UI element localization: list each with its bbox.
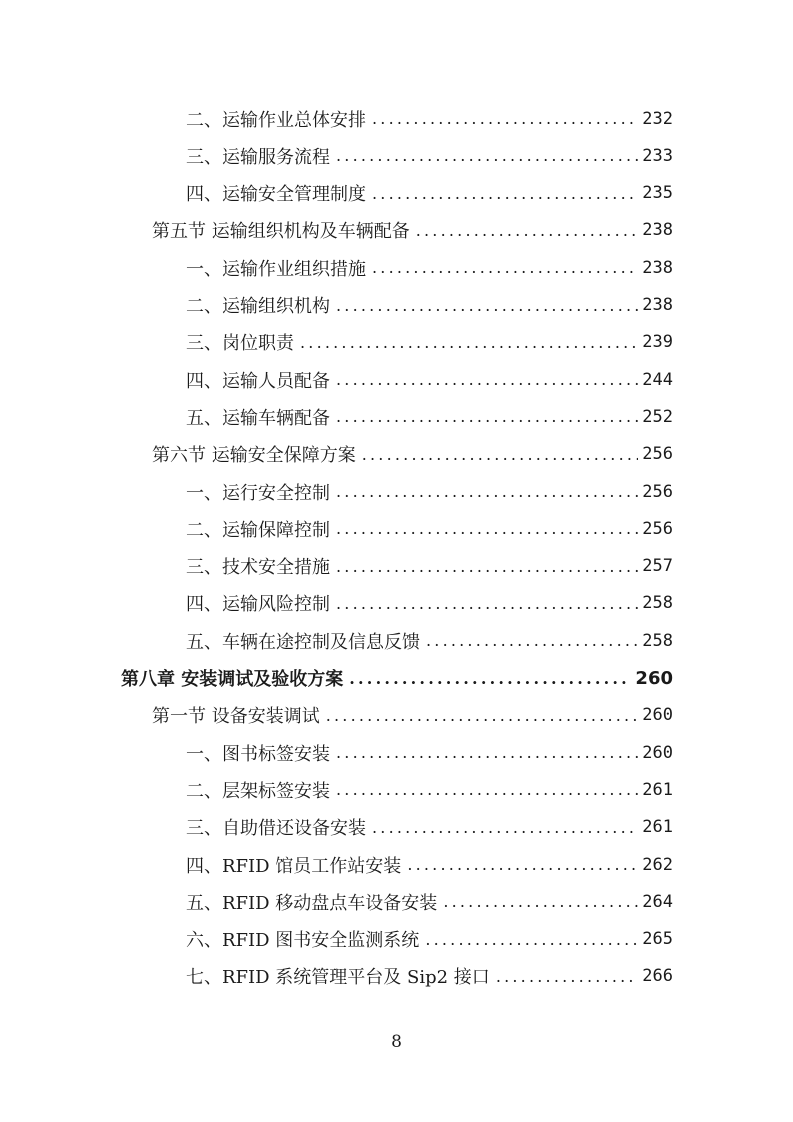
toc-entry-page: 252 <box>642 406 673 427</box>
toc-entry-page: 258 <box>642 630 673 651</box>
toc-dot-leader <box>336 296 638 315</box>
toc-dot-leader <box>416 221 639 240</box>
toc-dot-leader <box>300 333 638 352</box>
toc-entry-page: 260 <box>635 667 673 689</box>
toc-entry-item[interactable] <box>186 137 673 174</box>
toc-entry-item[interactable] <box>186 361 673 398</box>
toc-entry-page: 260 <box>642 705 673 726</box>
toc-entry-page: 262 <box>642 854 673 875</box>
toc-dot-leader <box>336 743 638 762</box>
toc-entry-page: 239 <box>642 332 673 353</box>
toc-entry-item[interactable] <box>186 249 673 286</box>
toc-dot-leader <box>336 594 638 613</box>
toc-entry-item[interactable] <box>186 548 673 585</box>
toc-entry-title: 一、图书标签安装 <box>186 743 330 765</box>
toc-entry-page: 256 <box>642 444 673 465</box>
toc-entry-section[interactable] <box>152 436 673 473</box>
toc-entry-section[interactable] <box>152 212 673 249</box>
toc-dot-leader <box>496 967 638 986</box>
toc-entry-item[interactable] <box>186 622 673 659</box>
toc-entry-section[interactable] <box>152 697 673 734</box>
toc-dot-leader <box>336 482 638 501</box>
toc-entry-title: 第一节 设备安装调试 <box>152 706 320 728</box>
toc-entry-item[interactable] <box>186 175 673 212</box>
toc-entry-title: 一、运输作业组织措施 <box>186 258 366 280</box>
toc-entry-page: 257 <box>642 556 673 577</box>
toc-entry-title: 六、RFID 图书安全监测系统 <box>186 930 420 952</box>
toc-entry-title: 二、运输作业总体安排 <box>186 109 366 131</box>
toc-dot-leader <box>336 557 638 576</box>
toc-entry-item[interactable] <box>186 398 673 435</box>
toc-entry-title: 三、自助借还设备安装 <box>186 818 366 840</box>
toc-entry-item[interactable] <box>186 585 673 622</box>
toc-entry-title: 四、运输风险控制 <box>186 594 330 616</box>
toc-entry-title: 三、技术安全措施 <box>186 557 330 579</box>
toc-entry-page: 261 <box>642 817 673 838</box>
toc-entry-title: 二、运输保障控制 <box>186 519 330 541</box>
toc-entry-page: 232 <box>642 108 673 129</box>
toc-entry-item[interactable] <box>186 324 673 361</box>
toc-dot-leader <box>336 519 638 538</box>
toc-entry-item[interactable] <box>186 771 673 808</box>
toc-entry-title: 四、RFID 馆员工作站安装 <box>186 855 402 877</box>
toc-entry-item[interactable] <box>186 846 673 883</box>
toc-entry-page: 264 <box>642 891 673 912</box>
toc-entry-title: 二、层架标签安装 <box>186 780 330 802</box>
toc-dot-leader <box>362 445 639 464</box>
toc-entry-title: 四、运输人员配备 <box>186 370 330 392</box>
page-number: 8 <box>391 1032 402 1052</box>
toc-entry-page: 244 <box>642 369 673 390</box>
toc-entry-item[interactable] <box>186 510 673 547</box>
toc-dot-leader <box>336 780 638 799</box>
toc-entry-title: 七、RFID 系统管理平台及 Sip2 接口 <box>186 967 490 989</box>
toc-entry-title: 五、RFID 移动盘点车设备安装 <box>186 892 438 914</box>
toc-entry-page: 261 <box>642 779 673 800</box>
toc-dot-leader <box>372 109 638 128</box>
toc-entry-title: 五、车辆在途控制及信息反馈 <box>186 631 420 653</box>
toc-entry-item[interactable] <box>186 883 673 920</box>
toc-dot-leader <box>326 706 639 725</box>
toc-dot-leader <box>407 855 638 874</box>
toc-entry-title: 三、岗位职责 <box>186 333 294 355</box>
toc-dot-leader <box>425 930 638 949</box>
toc-entry-item[interactable] <box>186 473 673 510</box>
toc-entry-page: 265 <box>642 929 673 950</box>
toc-entry-page: 256 <box>642 481 673 502</box>
toc-entry-page: 258 <box>642 593 673 614</box>
toc-dot-leader <box>336 146 638 165</box>
toc-entry-chapter[interactable] <box>121 660 673 697</box>
toc-entry-item[interactable] <box>186 734 673 771</box>
toc-entry-page: 238 <box>642 257 673 278</box>
toc-entry-title: 第五节 运输组织机构及车辆配备 <box>152 221 410 243</box>
toc-dot-leader <box>443 892 638 911</box>
toc-entry-page: 256 <box>642 518 673 539</box>
toc-entry-title: 五、运输车辆配备 <box>186 407 330 429</box>
toc-dot-leader <box>426 631 638 650</box>
toc-dot-leader <box>372 258 638 277</box>
toc-entry-page: 238 <box>642 220 673 241</box>
toc-entry-title: 第八章 安装调试及验收方案 <box>121 669 344 690</box>
toc-dot-leader <box>372 184 638 203</box>
toc-entry-page: 233 <box>642 145 673 166</box>
toc-entry-page: 266 <box>642 966 673 987</box>
toc-entry-title: 一、运行安全控制 <box>186 482 330 504</box>
toc-entry-page: 238 <box>642 295 673 315</box>
toc-entry-item[interactable] <box>186 100 673 137</box>
toc-entry-item[interactable] <box>186 809 673 846</box>
toc-dot-leader <box>336 407 638 426</box>
toc-entry-item[interactable] <box>186 921 673 958</box>
toc-entry-title: 四、运输安全管理制度 <box>186 184 366 206</box>
toc-entry-page: 235 <box>642 183 673 204</box>
toc-entry-title: 三、运输服务流程 <box>186 146 330 168</box>
toc-entry-item[interactable] <box>186 287 673 324</box>
toc-dot-leader <box>336 370 638 389</box>
toc-dot-leader <box>349 669 631 688</box>
toc-dot-leader <box>372 818 638 837</box>
toc-entry-title: 二、运输组织机构 <box>186 296 330 317</box>
toc-entry-title: 第六节 运输安全保障方案 <box>152 445 356 467</box>
toc-entry-page: 260 <box>642 742 673 763</box>
toc-entry-item[interactable] <box>186 958 673 995</box>
